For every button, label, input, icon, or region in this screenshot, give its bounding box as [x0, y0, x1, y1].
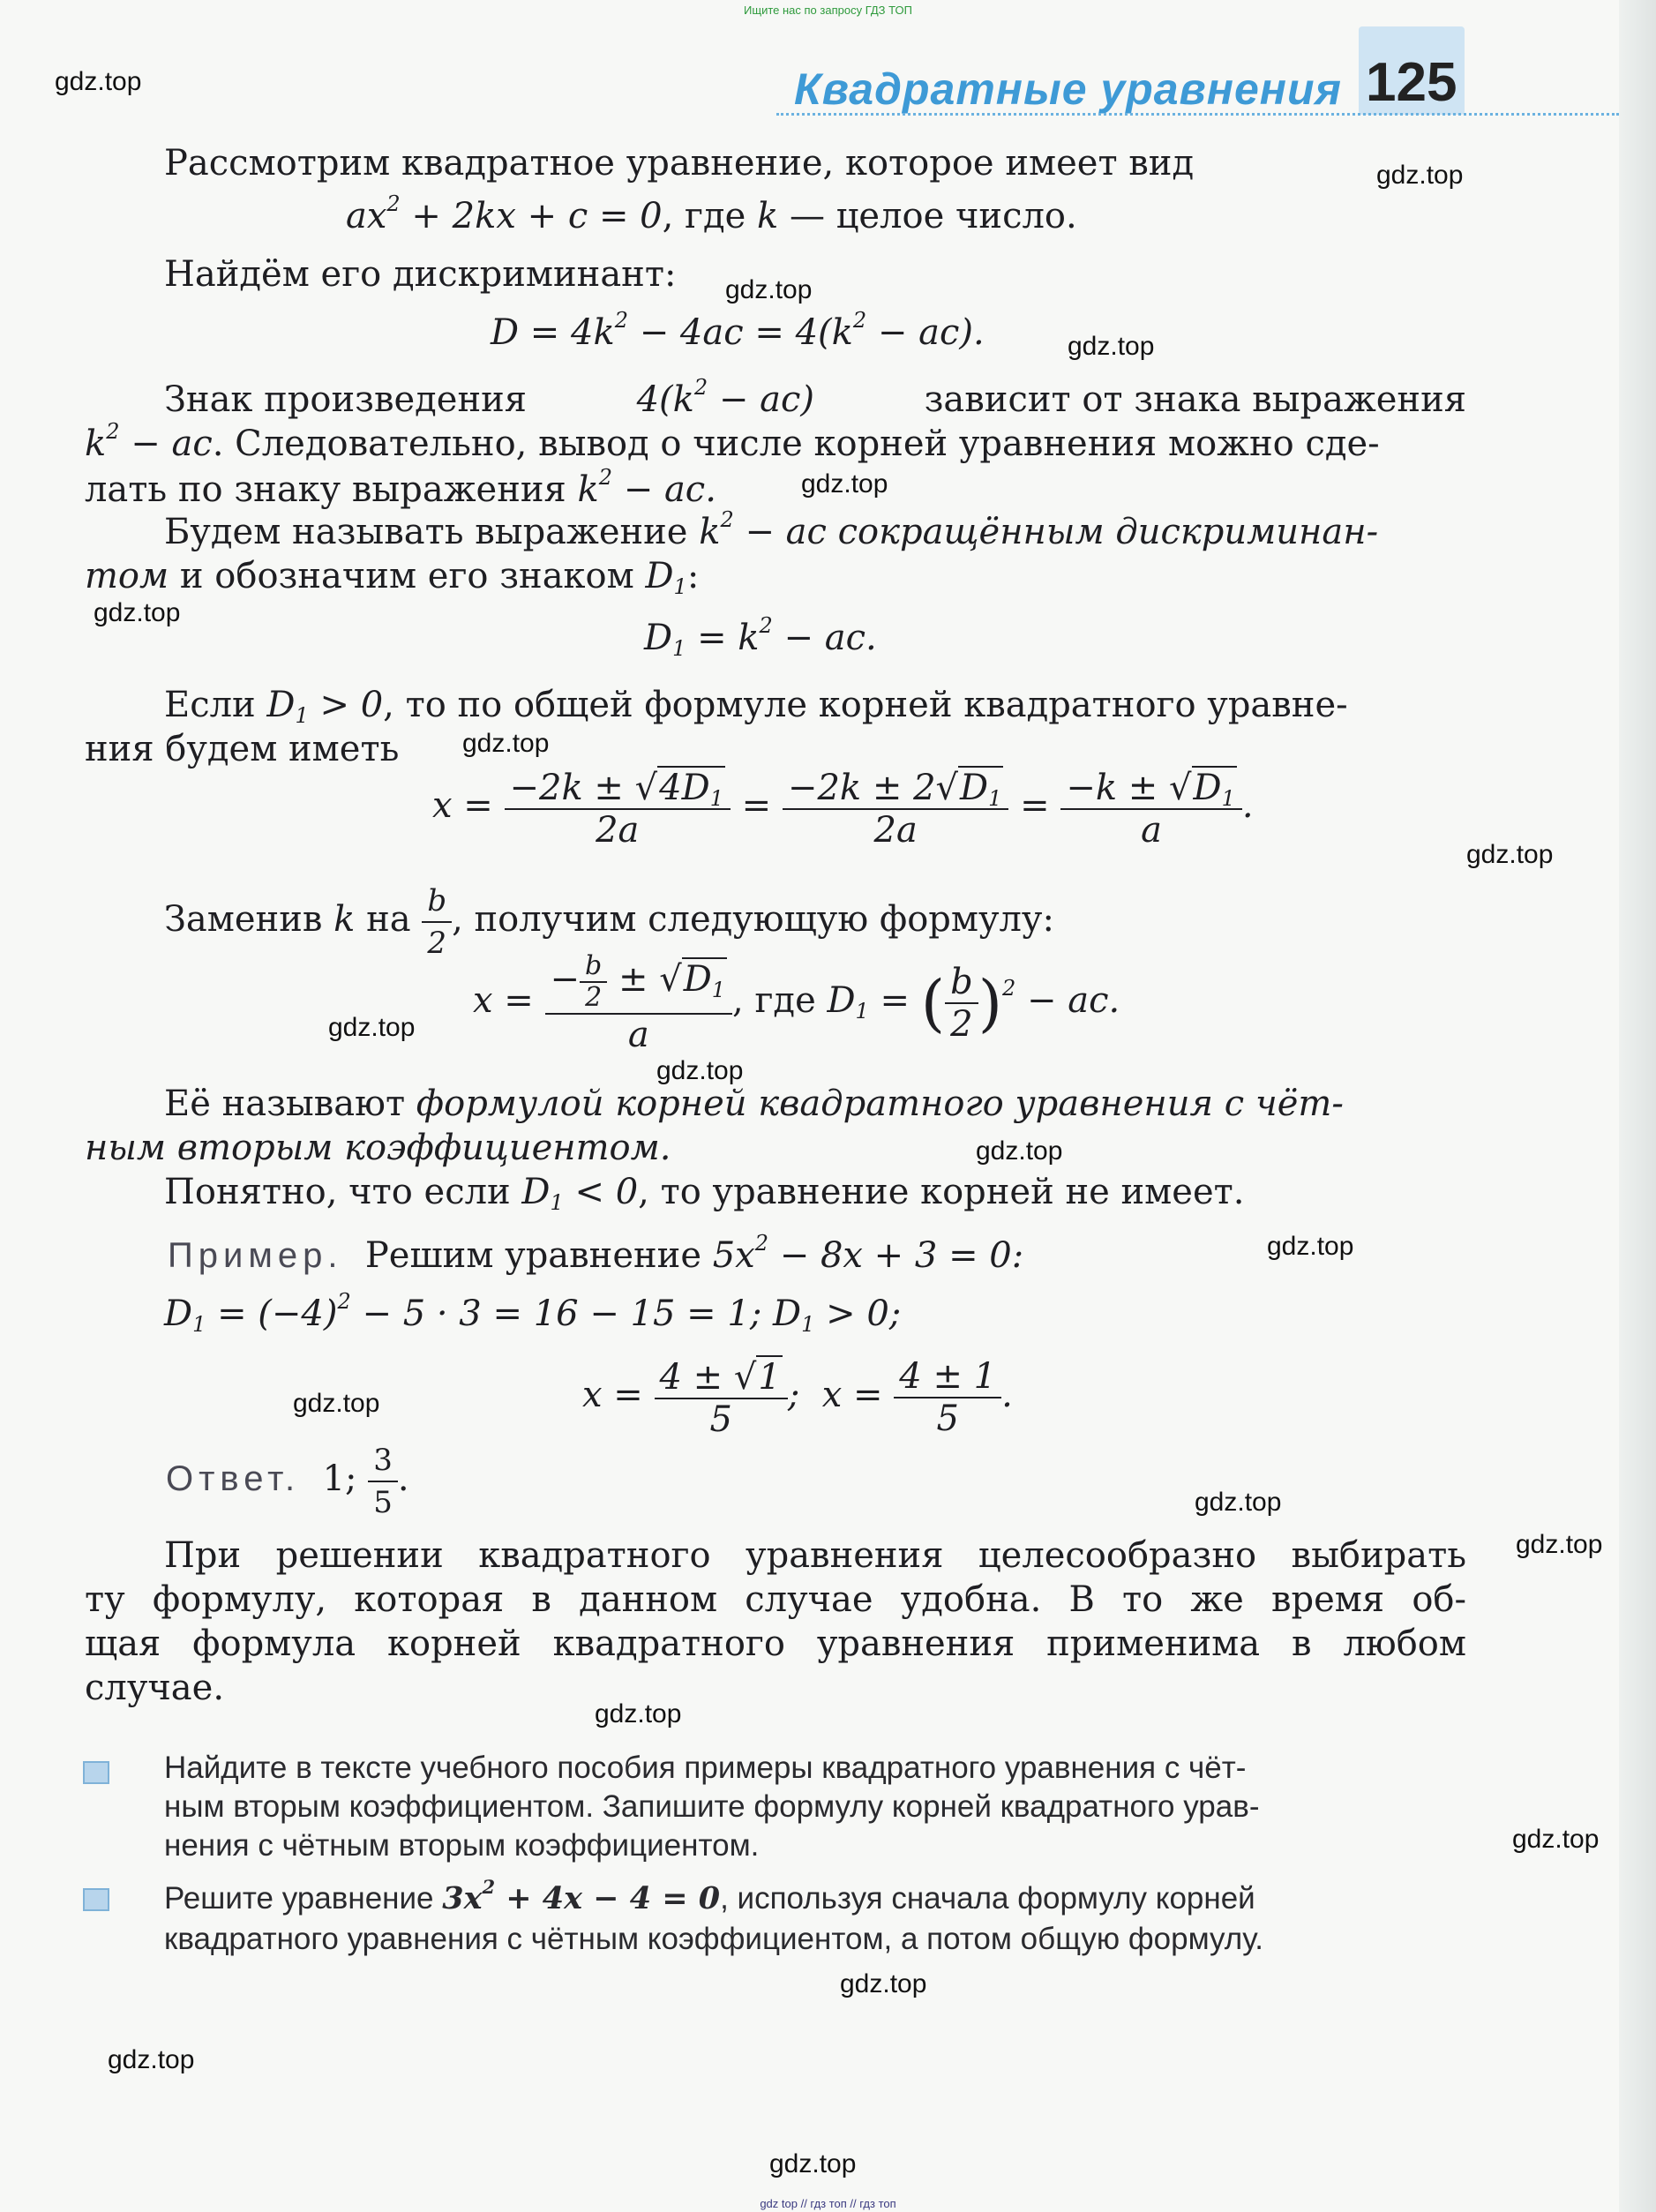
text-line: Понятно, что если $D_1 < 0$, то уравнение корней не имеет.	[164, 1172, 1245, 1216]
text-line: Знак произведения $4(k^2 - ac)$ зависит от знака выражения	[164, 374, 1466, 420]
text-line: Её называют формулой корней квадратного уравнения с чёт-	[164, 1084, 1344, 1124]
equation-even-coefficient: x = − $\frac{b}{2}$ ± $√D_1$ a , где $D_1$ = ( $\frac{b}{2}$ )$^2$ − ac.	[473, 950, 1120, 1055]
task-line: Решите уравнение $3x^2 + 4x - 4 = 0$, используя сначала формулу корней	[164, 1876, 1255, 1916]
text-line: Рассмотрим квадратное уравнение, которое имеет вид	[164, 143, 1195, 184]
equation-discriminant: $D = 4k^2 - 4ac = 4(k^2 - ac)$.	[491, 307, 985, 353]
page-number: 125	[1366, 52, 1457, 113]
answer-label: Ответ.	[166, 1459, 301, 1498]
header-rule	[776, 113, 1619, 116]
watermark: gdz.top	[293, 1389, 380, 1418]
text-line: лать по знаку выражения $k^2$ − ac.	[85, 464, 716, 510]
text-line: том и обозначим его знаком $D_1$:	[85, 556, 700, 600]
watermark: gdz.top	[108, 2045, 195, 2074]
watermark: gdz.top	[801, 469, 888, 499]
watermark: gdz.top	[328, 1013, 416, 1042]
watermark: gdz.top	[725, 275, 813, 304]
text-line: ния будем иметь	[85, 729, 400, 769]
task-line: квадратного уравнения с чётным коэффициентом, а потом общую формулу.	[164, 1922, 1263, 1956]
example-roots: x = $\frac{4 \pm √1}{5}$ ; x = $\frac{4 \pm 1}{5}$ .	[582, 1356, 1013, 1440]
watermark: gdz.top	[840, 1969, 927, 1998]
chapter-title: Квадратные уравнения	[794, 64, 1342, 114]
bottom-note: gdz top // гдз топ // гдз топ	[760, 2197, 896, 2210]
text-line: $k^2$ − ac. Следовательно, вывод о числе корней уравнения можно сде-	[85, 418, 1380, 464]
watermark: gdz.top	[1068, 332, 1155, 361]
text-line: При решении квадратного уравнения целесообразно выбирать	[164, 1535, 1466, 1576]
watermark: gdz.top	[55, 67, 142, 96]
watermark: gdz.top	[1267, 1232, 1354, 1261]
text-line: Найдём его дискриминант:	[164, 254, 677, 295]
text-line: Будем называть выражение $k^2$ − ac сокращённым дискриминан-	[164, 506, 1379, 552]
watermark: gdz.top	[462, 729, 550, 758]
watermark: gdz.top	[1376, 161, 1464, 190]
task-line: Найдите в тексте учебного пособия примеры квадратного уравнения с чёт-	[164, 1751, 1247, 1785]
text-line: случае.	[85, 1668, 225, 1708]
text-line: ту формулу, которая в данном случае удобна. В то же время об-	[85, 1579, 1466, 1620]
task-line: нения с чётным вторым коэффициентом.	[164, 1828, 760, 1863]
watermark: gdz.top	[595, 1699, 682, 1728]
example-discriminant: $D_1 = (-4)^2 - 5 \cdot 3 = 16 - 15 = 1$; $D_1 > 0$;	[164, 1288, 902, 1338]
task-marker-icon	[83, 1761, 109, 1784]
equation-d1: $D_1 = k^2$ − ac.	[644, 612, 877, 662]
watermark: gdz.top	[656, 1056, 744, 1085]
watermark: gdz.top	[1466, 840, 1554, 869]
task-marker-icon	[83, 1888, 109, 1911]
top-note: Ищите нас по запросу ГДЗ ТОП	[744, 4, 912, 17]
page-edge	[1619, 0, 1656, 2212]
watermark: gdz.top	[94, 598, 181, 627]
text-line: Заменив k на $\frac{b}{2}$ , получим следующую формулу:	[164, 881, 1054, 964]
example-label: Пример.	[168, 1236, 343, 1275]
text-line: Если $D_1 > 0$, то по общей формуле корней квадратного уравне-	[164, 685, 1348, 729]
equation-roots-derivation: x = $\frac{-2k \pm √4D_1}{2a}$ = $\frac{-2k \pm 2√D_1}{2a}$ = $\frac{-k \pm √D_1}{a}$ .	[432, 768, 1254, 851]
watermark: gdz.top	[1512, 1825, 1600, 1854]
watermark: gdz.top	[976, 1136, 1063, 1166]
text-line: ным вторым коэффициентом.	[85, 1128, 671, 1168]
watermark: gdz.top	[1516, 1530, 1603, 1559]
answer-line: Ответ. 1; $\frac{3}{5}$ .	[166, 1440, 409, 1523]
text-line: щая формула корней квадратного уравнения применима в любом	[85, 1623, 1466, 1664]
equation-general: $ax^2 + 2kx + c = 0$, где k — целое число.	[346, 191, 1077, 236]
watermark: gdz.top	[769, 2149, 857, 2178]
example-line: Пример. Решим уравнение $5x^2 - 8x + 3 = 0$:	[168, 1230, 1024, 1276]
watermark: gdz.top	[1195, 1488, 1282, 1517]
task-line: ным вторым коэффициентом. Запишите формулу корней квадратного урав-	[164, 1789, 1260, 1824]
